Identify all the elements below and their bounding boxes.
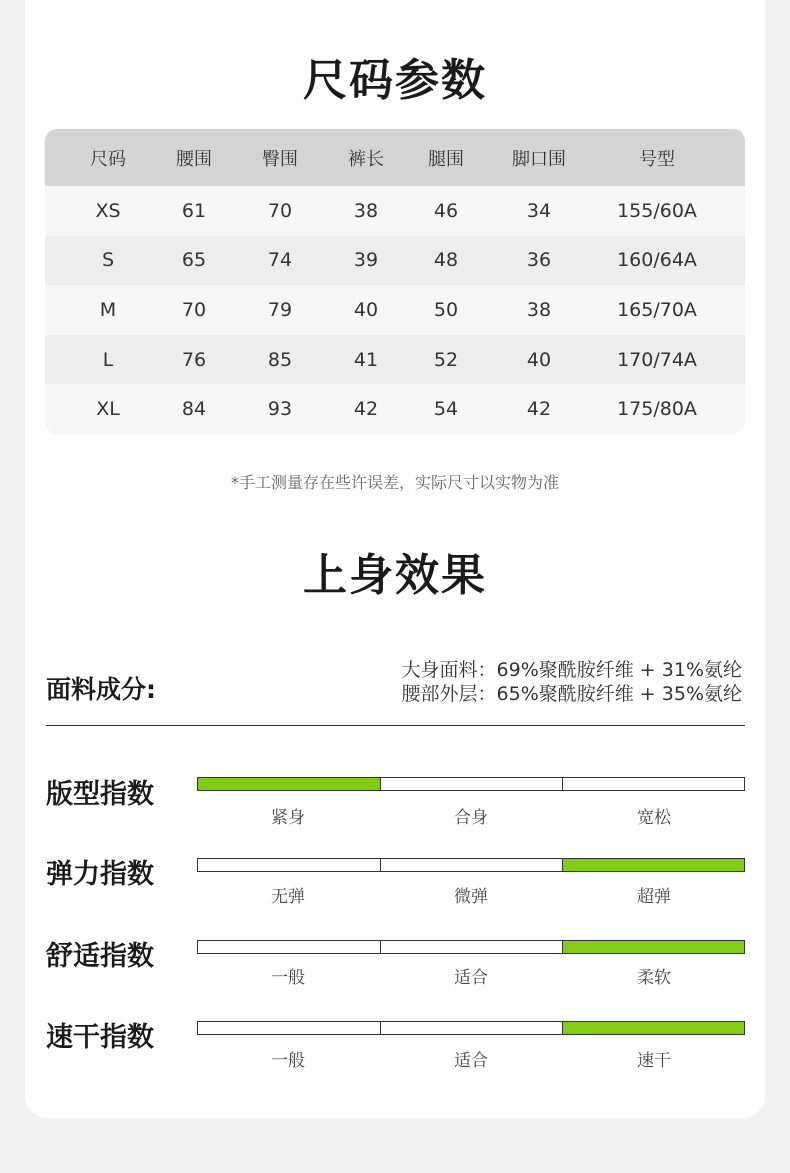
measurement-note: *手工测量存在些许误差，实际尺寸以实物为准 xyxy=(230,473,559,492)
table-cell: 74 xyxy=(267,249,293,272)
index-bar-elasticity xyxy=(197,858,745,872)
table-cell: XL xyxy=(96,398,120,421)
fabric-line-waist: 腰部外层：65%聚酰胺纤维 + 35%氨纶 xyxy=(401,683,742,705)
table-cell: 93 xyxy=(267,398,293,421)
table-cell: 48 xyxy=(433,249,459,272)
index-option-label: 紧身 xyxy=(271,808,305,828)
table-header-cell: 腿围 xyxy=(428,148,464,170)
table-row xyxy=(45,335,745,385)
table-cell: 70 xyxy=(181,298,207,321)
index-label-comfort: 舒适指数 xyxy=(46,941,154,972)
index-segment xyxy=(198,941,380,953)
index-segment xyxy=(380,1022,562,1034)
index-option-label: 速干 xyxy=(637,1051,671,1071)
table-cell: 170/74A xyxy=(617,348,697,371)
table-cell: 85 xyxy=(267,348,293,371)
table-cell: 46 xyxy=(433,199,459,222)
index-bar-comfort xyxy=(197,940,745,954)
table-cell: 40 xyxy=(353,298,379,321)
table-cell: 42 xyxy=(526,398,552,421)
table-cell: M xyxy=(99,298,117,321)
index-option-label: 宽松 xyxy=(637,808,671,828)
index-option-label: 微弹 xyxy=(454,887,488,907)
table-header-cell: 裤长 xyxy=(348,148,384,170)
table-row xyxy=(45,186,745,236)
table-cell: 50 xyxy=(433,298,459,321)
index-label-quickdry: 速干指数 xyxy=(46,1022,154,1053)
fabric-line-body: 大身面料：69%聚酰胺纤维 + 31%氨纶 xyxy=(401,659,742,681)
table-cell: 38 xyxy=(526,298,552,321)
table-cell: 39 xyxy=(353,249,379,272)
index-option-label: 一般 xyxy=(271,968,305,988)
table-header-row xyxy=(45,129,745,186)
index-segment xyxy=(198,1022,380,1034)
index-segment xyxy=(562,941,744,953)
index-option-label: 一般 xyxy=(271,1051,305,1071)
table-header-cell: 脚口围 xyxy=(512,148,566,170)
divider xyxy=(46,725,745,726)
fabric-label: 面料成分: xyxy=(46,675,156,704)
index-bar-quickdry xyxy=(197,1021,745,1035)
table-cell: 165/70A xyxy=(617,298,697,321)
table-cell: 36 xyxy=(526,249,552,272)
size-table xyxy=(45,129,745,434)
table-cell: XS xyxy=(95,199,121,222)
index-option-label: 柔软 xyxy=(637,968,671,988)
table-cell: 70 xyxy=(267,199,293,222)
index-segment xyxy=(562,778,744,790)
index-option-label: 适合 xyxy=(454,968,488,988)
index-segment xyxy=(198,778,380,790)
index-option-label: 无弹 xyxy=(271,887,305,907)
table-cell: 42 xyxy=(353,398,379,421)
table-cell: 40 xyxy=(526,348,552,371)
index-label-fit: 版型指数 xyxy=(46,779,154,810)
table-cell: 65 xyxy=(181,249,207,272)
table-row xyxy=(45,384,745,434)
index-option-label: 合身 xyxy=(454,808,488,828)
index-segment xyxy=(380,859,562,871)
table-cell: 155/60A xyxy=(617,199,697,222)
table-cell: 38 xyxy=(353,199,379,222)
index-segment xyxy=(198,859,380,871)
index-bar-fit xyxy=(197,777,745,791)
table-row xyxy=(45,236,745,286)
index-segment xyxy=(380,778,562,790)
table-cell: L xyxy=(102,348,114,371)
table-cell: 76 xyxy=(181,348,207,371)
index-segment xyxy=(562,859,744,871)
table-cell: 54 xyxy=(433,398,459,421)
index-option-label: 适合 xyxy=(454,1051,488,1071)
table-header-cell: 尺码 xyxy=(90,148,126,170)
table-cell: S xyxy=(101,249,115,272)
table-cell: 61 xyxy=(181,199,207,222)
table-row xyxy=(45,285,745,335)
table-cell: 84 xyxy=(181,398,207,421)
table-cell: 52 xyxy=(433,348,459,371)
table-cell: 34 xyxy=(526,199,552,222)
table-header-cell: 号型 xyxy=(639,148,675,170)
size-section-title: 尺码参数 xyxy=(303,55,487,106)
table-header-cell: 腰围 xyxy=(176,148,212,170)
index-label-elasticity: 弹力指数 xyxy=(46,859,154,890)
index-segment xyxy=(562,1022,744,1034)
index-option-label: 超弹 xyxy=(637,887,671,907)
table-cell: 79 xyxy=(267,298,293,321)
table-header-cell: 臀围 xyxy=(262,148,298,170)
index-segment xyxy=(380,941,562,953)
table-cell: 41 xyxy=(353,348,379,371)
table-cell: 160/64A xyxy=(617,249,697,272)
wear-section-title: 上身效果 xyxy=(303,550,487,601)
table-cell: 175/80A xyxy=(617,398,697,421)
